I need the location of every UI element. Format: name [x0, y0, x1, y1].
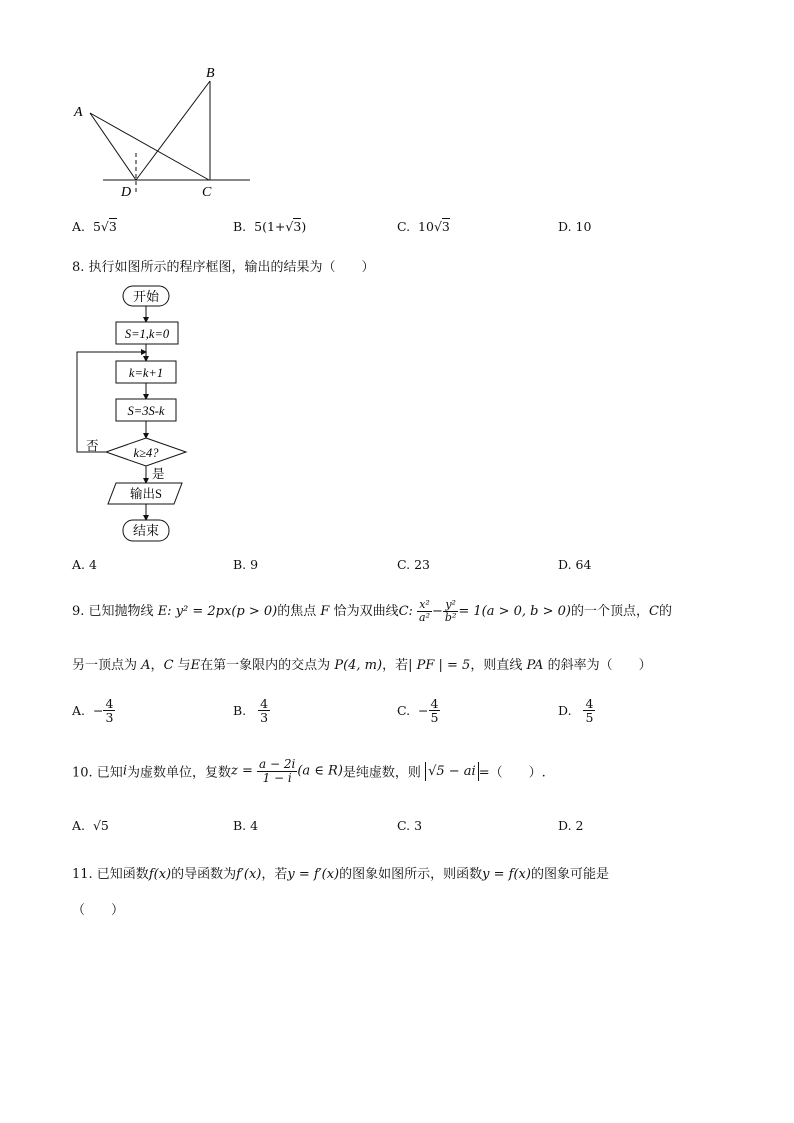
q8-option-a[interactable] [72, 557, 97, 572]
flow-step1-label: k=k+1 [128, 366, 164, 380]
option-letter: C. [397, 818, 411, 833]
q10-z: z = [231, 763, 253, 779]
option-letter: C. [397, 557, 411, 572]
q10-text: 为虚数单位，复数 [126, 765, 231, 781]
q9-text: ， [150, 658, 164, 673]
q9-text: ，若 [382, 658, 409, 673]
option-letter: C. [397, 219, 411, 234]
option-text: 9 [250, 557, 259, 572]
flow-yes-label: 是 [152, 467, 165, 481]
option-text: 10 [575, 219, 592, 234]
q10-option-d[interactable] [558, 818, 584, 833]
flow-init-label: S=1,k=0 [124, 327, 170, 341]
option-fraction: $\frac{4}{5}$ [585, 696, 594, 726]
q11-y1: y = f′(x) [287, 867, 340, 882]
q7-option-a[interactable] [72, 219, 117, 234]
q7-option-d[interactable] [558, 219, 591, 234]
option-radicand: 3 [441, 219, 450, 234]
q11-text: 的图象可能是 [530, 867, 609, 882]
sqrt-icon: √ [100, 219, 109, 234]
option-text: √5 [92, 818, 109, 833]
q9-option-a[interactable] [72, 697, 115, 724]
flow-no-label: 否 [86, 439, 99, 453]
flow-end-label: 结束 [132, 523, 160, 538]
q9-text: 另一顶点为 [72, 658, 138, 673]
q9-text: 的一个顶点， [571, 604, 650, 619]
option-close: ) [301, 219, 307, 234]
label-a: A [74, 105, 83, 120]
label-d: D [121, 185, 132, 200]
option-letter: A. [72, 818, 86, 833]
q9-point: P(4, m) [334, 658, 383, 673]
q9-text: 在第一象限内的交点为 [200, 658, 331, 673]
q8-option-c[interactable] [397, 557, 430, 572]
q9-option-b[interactable] [233, 697, 270, 724]
q10-fraction: $\frac{a - 2i}{1 - i}$ [259, 757, 296, 785]
option-radicand: 3 [108, 219, 117, 234]
q9-focus: F [320, 604, 330, 619]
option-letter: A. [72, 219, 86, 234]
option-letter: B. [233, 818, 247, 833]
option-letter: D. [558, 219, 572, 234]
q9-hyper-name: C: [398, 604, 413, 619]
q9-c: C [649, 604, 659, 619]
q9-text: 的 [658, 604, 672, 619]
q10-abs: √5 − ai [425, 762, 479, 781]
q11-fx: f(x) [148, 867, 172, 882]
q9-a: A [141, 658, 151, 673]
q9-line2 [72, 654, 652, 673]
flowchart [70, 282, 200, 548]
q8-stem: 8. 执行如图所示的程序框图，输出的结果为（ ） [72, 260, 375, 275]
option-letter: C. [397, 703, 411, 719]
q9-text: 与 [177, 658, 191, 673]
q9-c: C [163, 658, 174, 673]
option-sign: − [92, 703, 104, 719]
option-text: 3 [414, 818, 423, 833]
option-letter: B. [233, 703, 247, 719]
q10-option-a[interactable] [72, 818, 109, 833]
sqrt-icon: √ [433, 219, 442, 234]
q11-y2: y = f(x) [482, 867, 531, 882]
q10-option-c[interactable] [397, 818, 422, 833]
q7-option-b[interactable] [233, 219, 306, 234]
option-radicand: 3 [293, 219, 302, 234]
flow-step2-label: S=3S-k [127, 404, 165, 418]
q11-stem-line2: （ ） [72, 903, 125, 918]
option-text: 5(1+ [254, 219, 286, 234]
option-text: 2 [575, 818, 584, 833]
q11-text: 11. 已知函数 [72, 867, 149, 882]
option-fraction: $\frac{4}{3}$ [105, 696, 114, 726]
option-text: 23 [414, 557, 430, 572]
q9-pf: | PF | = 5 [408, 658, 471, 673]
flow-output-label: 输出S [130, 487, 162, 501]
option-text: 4 [250, 818, 259, 833]
q10-text: 10. 已知 [72, 765, 123, 781]
option-letter: B. [233, 557, 247, 572]
option-letter: D. [558, 818, 572, 833]
q9-parabola: E: y² = 2px(p > 0) [157, 604, 278, 619]
option-letter: A. [72, 703, 86, 719]
flow-start-label: 开始 [132, 289, 160, 304]
q10-text: =（ ）. [478, 765, 546, 781]
option-letter: B. [233, 219, 247, 234]
q9-option-c[interactable] [397, 697, 440, 724]
q9-text: 的斜率为（ ） [547, 658, 652, 673]
q10-text: 是纯虚数，则 [342, 765, 421, 781]
q10-i: i [122, 763, 127, 779]
triangle-figure [60, 58, 260, 203]
q10-stem [72, 758, 546, 784]
q9-text: 恰为双曲线 [333, 604, 399, 619]
q11-stem-line1 [72, 863, 609, 882]
option-coef: 10 [418, 219, 434, 234]
label-b: B [206, 66, 215, 81]
sqrt-icon: √ [285, 219, 294, 234]
option-fraction: $\frac{4}{5}$ [430, 696, 439, 726]
option-letter: A. [72, 557, 86, 572]
q11-text: 的图象如图所示，则函数 [339, 867, 483, 882]
q11-text: ，若 [261, 867, 288, 882]
q8-option-d[interactable] [558, 557, 591, 572]
option-coef: 5 [92, 219, 101, 234]
q9-text: 的焦点 [277, 604, 317, 619]
q9-text: 9. 已知抛物线 [72, 604, 154, 619]
label-c: C [202, 185, 212, 200]
flow-cond-label: k≥4? [133, 446, 159, 460]
option-sign: − [418, 703, 429, 719]
option-text: 64 [575, 557, 592, 572]
option-fraction: $\frac{4}{3}$ [260, 696, 269, 726]
q8-option-b[interactable] [233, 557, 258, 572]
q9-e: E [190, 658, 201, 673]
q7-option-c[interactable] [397, 219, 450, 234]
option-text: 4 [89, 557, 97, 572]
q11-text: 的导函数为 [171, 867, 237, 882]
q10-cond: (a ∈ R) [297, 763, 343, 779]
q9-frac-x: $\frac{\text{x²}}{\text{a²}}$ [419, 598, 431, 624]
q9-option-d[interactable] [558, 697, 595, 724]
q9-pa: PA [526, 658, 544, 673]
q9-line1: 9. 已知抛物线 E: y² = 2px(p > 0)的焦点 F 恰为双曲线C: $\frac{\text{x²}}{\text{a²}}$ − $\frac{\text{y²}}{\text{b²}}$ = 1(a > 0, b > 0)的一个顶点，C的 [72, 598, 672, 624]
q11-fpx: f′(x) [236, 867, 262, 882]
option-letter: D. [558, 703, 572, 719]
option-letter: D. [558, 557, 572, 572]
q9-frac-y: $\frac{\text{y²}}{\text{b²}}$ [444, 598, 457, 624]
q10-option-b[interactable] [233, 818, 258, 833]
q9-text: ，则直线 [470, 658, 523, 673]
q9-hyper-rest: = 1(a > 0, b > 0) [458, 604, 572, 619]
